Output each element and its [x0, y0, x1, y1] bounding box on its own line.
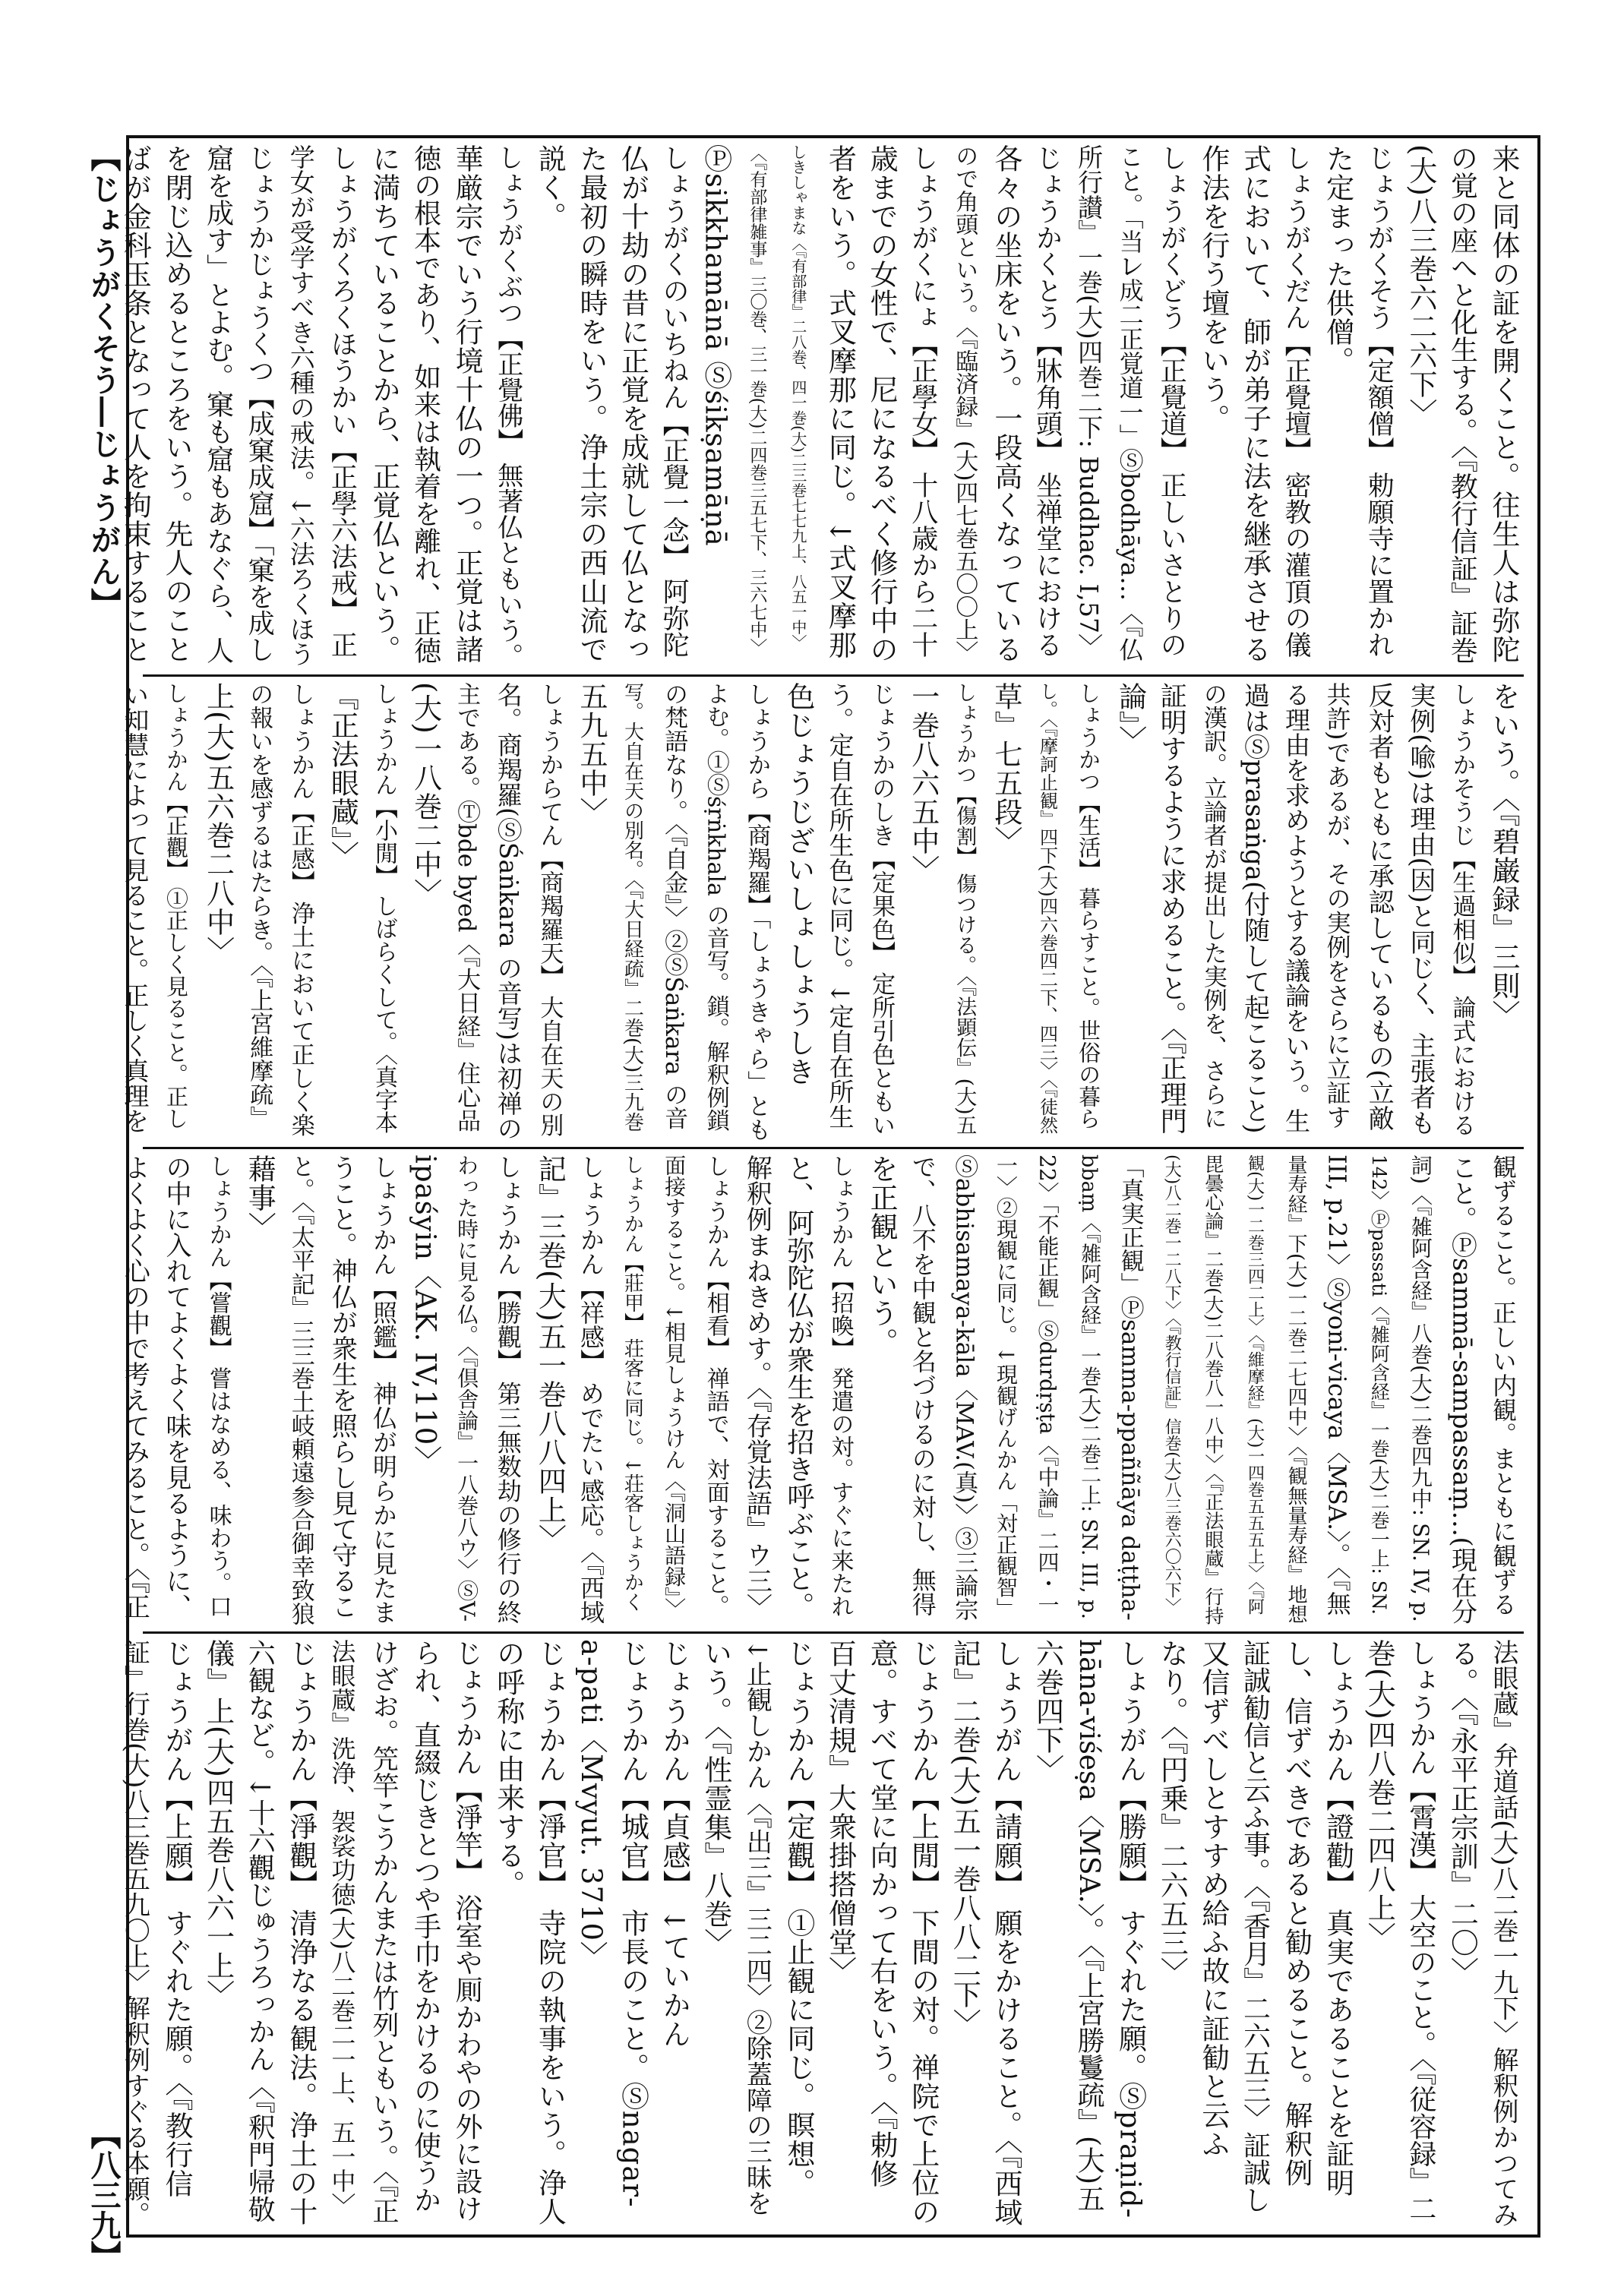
entry-text-column: じょうかじょうくつ【成窠成窟】「窠を成し — [244, 144, 275, 663]
entry-text-column: III, p.21〉Ⓢyoni-vicaya〈MSA.〉。〈『無 — [1322, 1154, 1352, 1616]
entry-text-column: 草』七五段〉 — [989, 682, 1022, 855]
entry-text-column: 証』行巻(大)八三巻五九〇上〉解釈例すぐる本願。 — [119, 1639, 150, 2228]
entry-text-column: と。〈『太平記』三三巻土岐頼遠参合御幸致狼 — [286, 1154, 314, 1625]
tier-divider — [143, 1147, 1524, 1149]
entry-text-column: の中に入れてよくよく味を見るように、 — [161, 1154, 191, 1619]
entry-text-column: 『正法眼蔵』〉 — [326, 682, 359, 870]
tier-divider — [143, 674, 1524, 677]
entry-text-column: 22〉「不能正観」Ⓢdurdṛṣṭa〈『中論』二四・一 — [1035, 1154, 1060, 1615]
entry-text-column: 各々の坐床をいう。一段高くなっている — [989, 144, 1022, 664]
entry-text-column: (大)八三巻六二六下〉 — [1404, 144, 1437, 428]
tier-1 — [118, 144, 1524, 669]
entry-text-column: じょうかん【淨觀】 清浄なる観法。浄土の十 — [284, 1639, 318, 2226]
entry-text-column: 解釈例まねきめす。〈『存覚法語』ウ三〉 — [741, 1154, 773, 1619]
entry-text-column: じょうかん【城官】 市長のこと。Ⓢnagar- — [616, 1639, 649, 2208]
entry-text-column: 来と同体の証を開くこと。往生人は弥陀 — [1487, 144, 1520, 664]
entry-text-column: に満ちていることから、正覚仏という。 — [367, 144, 400, 664]
entry-text-column: しょうがん【勝願】 すぐれた願。Ⓢpraṇid- — [1114, 1639, 1147, 2219]
entry-text-column: しきしゃまな〈『有部律』二八巻、四一巻(大)二三巻七七九上、八五一中〉 — [788, 144, 807, 650]
entry-text-column: の覚の座へと化生する。〈『教行信証』証巻 — [1446, 144, 1478, 664]
entry-text-column: 意。すべて堂に向かって右をいう。〈『勅修 — [865, 1639, 899, 2188]
entry-text-column: 上(大)五六巻二八中〉 — [201, 682, 235, 965]
entry-text-column: しょうかん【小閒】 しばらくして。〈真字本 — [370, 682, 397, 1134]
entry-text-column: 一巻八六五中〉 — [906, 682, 940, 884]
entry-text-column: ので角頭という。〈『臨済録』(大)四七巻五〇〇上〉 — [951, 144, 978, 664]
entry-text-column: 五九五中〉 — [574, 682, 608, 826]
entry-text-column: 量寿経』下(大)一二巻二七四中〉〈『観無量寿経』地想 — [1284, 1154, 1308, 1625]
entry-text-column: じょうがん【上願】 すぐれた願。〈『教行信 — [160, 1639, 193, 2198]
entry-text-column: しょうかん【嘗觀】 嘗はなめる、味わう。口 — [204, 1154, 232, 1618]
entry-text-column: 〈『有部律雑事』三〇巻、三一巻(大)二四巻三五七下、三六七中〉 — [747, 144, 767, 656]
entry-text-column: Ⓟsikkhamānā Ⓢśikṣamāṇā — [699, 144, 732, 547]
entry-text-column: 実例(喩)は理由(因)と同じく、主張者も — [1404, 682, 1436, 1136]
entry-text-column: しょうがくにょ【正學女】 十八歳から二十 — [907, 144, 938, 659]
entry-text-column: ipaśyin〈AK. IV,110〉 — [409, 1154, 442, 1475]
entry-text-column: じょうかん【淨竿】 浴室や厠かわやの外に設け — [451, 1639, 483, 2222]
entry-text-column: 式において、師が弟子に法を継承させる — [1238, 144, 1272, 664]
entry-text-column: し。〈『摩訶止観』四下(大)四六巻四二下、四三〉〈『徒然 — [1036, 682, 1058, 1134]
entry-text-column: うこと。神仏が衆生を照らし見て守るこ — [327, 1154, 358, 1619]
entry-text-column: しょうかそうじ【生過相似】 論式における — [1448, 682, 1476, 1137]
entry-text-column: 色じょうじざいしょしょうしき — [782, 682, 815, 1086]
entry-text-column: 法眼蔵』弁道話(大)八二巻一九下〉解釈例かつてみ — [1488, 1639, 1518, 2228]
entry-text-column: 名。商羯羅(ⓈŚaṅkara の音写)は初禅の — [493, 682, 523, 1141]
entry-text-column: しょうかん【照鑑】 神仏が明らかに見たま — [368, 1154, 398, 1625]
entry-text-column: しょうがん【請願】 願をかけること。〈『西域 — [989, 1639, 1022, 2227]
entry-text-column: しょうかん【證勸】 真実であることを証明 — [1321, 1639, 1354, 2197]
entry-text-column: bbaṃ〈『雑阿含経』一巻(大)二巻二上: SN. III, p. — [1077, 1154, 1101, 1620]
entry-text-column: の報いを感ずるはたらき。〈『上宮維摩疏』 — [245, 682, 273, 1129]
entry-text-column: 巻(大)四八巻二四八上〉 — [1363, 1639, 1396, 1951]
entry-text-column: 「真実正観」Ⓟsamma-ppaññāya daṭṭha- — [1116, 1154, 1144, 1621]
entry-text-column: しょうから【商羯羅】「しょうきゃら」とも — [743, 682, 771, 1142]
entry-text-column: 写。大自在天の別名。〈『大日経疏』二巻(大)三九巻 — [621, 682, 644, 1132]
entry-text-column: 共許)であるが、その実例をさらに立証す — [1322, 682, 1352, 1129]
entry-text-column: 華厳宗でいう行境十仏の一つ。正覚は諸 — [450, 144, 484, 664]
entry-text-column: こと。「当㆑成㆓正覚道㆒」Ⓢbodhāya…〈『仏 — [1115, 144, 1145, 662]
entry-text-column: 六観など。↓十六觀じゅうろっかん〈『釈門帰敬 — [244, 1639, 276, 2223]
entry-text-column: 証明するように求めること。〈『正理門 — [1156, 682, 1187, 1134]
entry-text-column: 主である。Ⓣbde byed〈『大日経』住心品 — [453, 682, 481, 1132]
entry-text-column: た定まった供僧。 — [1321, 144, 1354, 375]
dictionary-page-frame — [118, 135, 1540, 2238]
entry-text-column: じょうかのしき【定果色】 定所引色ともい — [867, 682, 896, 1137]
entry-text-column: 一〉②現観に同じ。↓現観げんかん「対正観智」 — [993, 1154, 1019, 1619]
entry-text-column: じょうかん【淨官】 寺院の執事をいう。浄人 — [533, 1639, 567, 2226]
entry-text-column: (大)一八巻二中〉 — [409, 682, 442, 908]
entry-text-column: の梵語なり。〈『自金』〉②ⓈŚaṅkara の音 — [660, 682, 688, 1130]
entry-text-column: a-pati〈Mvyut. 3710〉 — [574, 1639, 608, 1971]
entry-text-column: しょうがくどう【正覺道】 正しいさとりの — [1156, 144, 1187, 659]
entry-text-column: 142〉Ⓟpassati〈『雑阿含経』一巻(大)二巻一上: SN. — [1368, 1154, 1391, 1615]
running-head: 【じょうがくそう―じょうがん】 — [86, 141, 122, 620]
entry-text-column: しょうかん【莊甲】 荘客に同じ。↓荘客しょうかく — [621, 1154, 644, 1612]
entry-text-column: じょうかん【定觀】 ①止観に同じ。瞑想。 — [782, 1639, 815, 2197]
entry-text-column: い知慧によって見ること。正しく真理を — [120, 682, 150, 1133]
entry-text-column: しょうかん【勝觀】 第三無数劫の修行の終 — [493, 1154, 523, 1625]
entry-text-column: を閉じ込めるところをいう。先人のこと — [160, 144, 193, 664]
tier-divider — [143, 1631, 1524, 1634]
entry-text-column: 面接すること。↓相見しょうけん〈『洞山語録』〉 — [662, 1154, 687, 1619]
entry-text-column: 仏が十劫の昔に正覚を成就して仏となっ — [616, 144, 649, 664]
entry-text-column: しょうがくぶつ【正覺佛】 無著仏ともいう。 — [492, 144, 523, 669]
entry-text-column: いう。〈『性霊集』八巻〉 — [699, 1639, 732, 1957]
entry-text-column: 者をいう。式叉摩那に同じ。↓式叉摩那 — [823, 144, 857, 660]
entry-text-column: 反対者もともに承認しているもの(立敵 — [1363, 682, 1395, 1132]
entry-text-column: こと。Ⓟsammā-sampassaṃ…(現在分 — [1446, 1154, 1477, 1625]
entry-text-column: と、阿弥陀仏が衆生を招き呼ぶこと。 — [782, 1154, 814, 1619]
entry-text-column: 詞)〈『雑阿含経』八巻(大)二巻四九中: SN. IV, p. — [1408, 1154, 1433, 1622]
entry-text-column: で、八不を中観と名づけるのに対し、無得 — [908, 1154, 937, 1616]
entry-text-column: の漢訳。立論者が提出した実例を、さらに — [1199, 682, 1227, 1129]
entry-text-column: う。定自在所生色に同じ。↓定自在所生 — [825, 682, 855, 1129]
entry-text-column: ↓止観しかん〈『出三』三二四〉②除蓋障の三昧を — [741, 1639, 773, 2216]
tier-3 — [119, 1154, 1524, 1625]
entry-text-column: よくよく心の中で考えてみること。〈『正 — [119, 1154, 150, 1619]
entry-text-column: 所行讃』一巻(大)四巻二下: Buddhac. I,57〉 — [1074, 144, 1104, 659]
tier-4 — [119, 1639, 1524, 2231]
entry-text-column: けざお。笐竿こうかんまたは竹列ともいう。〈『正 — [368, 1639, 399, 2224]
entry-text-column: 毘曇心論』二巻(大)二八巻八一八中〉〈『正法眼蔵』行持 — [1202, 1154, 1224, 1625]
entry-text-column: しょうかん【正感】 浄土において正しく楽 — [286, 682, 314, 1137]
entry-text-column: 観(大)一二巻三四二上〉〈『維摩経』(大)一四巻五五五上〉〈『阿 — [1245, 1154, 1265, 1615]
entry-text-column: しょうかん【正觀】 ①正しく見ること。正し — [163, 682, 189, 1130]
entry-text-column: なり。〈『円乗』二六五三〉 — [1155, 1639, 1189, 1986]
entry-text-column: をいう。〈『碧巌録』三則〉 — [1487, 682, 1520, 1029]
entry-text-column: わった時に見る仏。〈『倶舎論』一八巻八ウ〉ⓈV- — [454, 1154, 480, 1622]
entry-text-column: (大)八二巻一二八下〉〈『教行信証』信巻(大)八三巻六〇六下〉 — [1162, 1154, 1182, 1615]
entry-text-column: の呼称に由来する。 — [491, 1639, 525, 1899]
entry-text-column: 歳までの女性で、尼になるべく修行中の — [865, 144, 899, 664]
entry-text-column: じょうがくそう【定額僧】 勅願寺に置かれ — [1363, 144, 1395, 659]
entry-text-column: 六巻四下〉 — [1031, 1639, 1064, 1783]
entry-text-column: じょうかん【貞感】 ↓ていかん — [658, 1639, 691, 2048]
entry-text-column: しょうからてん【商羯羅天】 大自在天の別 — [536, 682, 564, 1137]
entry-text-column: しょうがくのいちねん【正覺一念】 阿弥陀 — [659, 144, 690, 659]
entry-text-column: しょうがくろくほうかい【正學六法戒】 正 — [327, 144, 358, 659]
entry-text-column: 学女が受学すべき六種の戒法。↓六法ろくほう — [286, 144, 316, 667]
entry-text-column: 記』二巻(大)五一巻八八二下〉 — [948, 1639, 981, 2038]
entry-text-column: 作法を行う壇をいう。 — [1196, 144, 1230, 433]
entry-text-column: しょうかん【相看】 禅語で、対面すること。 — [702, 1154, 729, 1618]
entry-text-column: 又信ずべしとすすめ給ふ故に証勧と云ふ — [1196, 1639, 1230, 2159]
entry-text-column: 儀』上(大)四五巻八六一上〉 — [201, 1639, 235, 2009]
entry-text-column: し、信ずべきであると勧めること。解釈例 — [1280, 1639, 1313, 2187]
entry-text-column: 法眼蔵』洗浄、袈裟功徳(大)八二巻二一上、五一中〉 — [327, 1639, 357, 2217]
entry-text-column: じょうかん【上閒】 下間の対。禅院で上位の — [906, 1639, 940, 2226]
entry-text-column: 藉事〉 — [243, 1154, 276, 1241]
entry-text-column: よむ。①Ⓢśṛṅkhala の音写。鎖。解釈例鎖 — [702, 682, 729, 1132]
entry-text-column: しょうかつ【傷割】 傷つける。〈『法顕伝』(大)五 — [953, 682, 977, 1135]
entry-text-column: た最初の瞬時をいう。浄土宗の西山流で — [574, 144, 608, 664]
tier-2 — [120, 682, 1524, 1142]
page-number: 【八三九】 — [86, 2119, 122, 2271]
entry-text-column: 過はⓈprasaṅga(付随して起こること) — [1239, 682, 1270, 1134]
entry-text-column: しょうがくだん【正覺壇】 密教の灌頂の儀 — [1281, 144, 1312, 659]
entry-text-column: しょうかつ【生活】 暮らすこと。世俗の暮ら — [1076, 682, 1102, 1130]
entry-text-column: じょうかくとう【牀角頭】 坐禅堂における — [1032, 144, 1063, 659]
entry-text-column: 徳の根本であり、如来は執着を離れ、正徳 — [409, 144, 441, 664]
entry-text-column: 窟を成す」とよむ。窠も窟もあなぐら、人 — [202, 144, 234, 664]
entry-text-column: を正観という。 — [865, 1154, 899, 1357]
entry-text-column: ばが金科玉条となって人を拘束すること — [118, 144, 152, 664]
entry-text-column: しょうかん【霄漢】 大空のこと。〈『従容録』二 — [1404, 1639, 1436, 2222]
entry-text-column: しょうかん【招喚】 発遣の対。すぐに来たれ — [826, 1154, 854, 1618]
entry-text-column: る理由を求めようとする議論をいう。生 — [1281, 682, 1312, 1133]
entry-text-column: 論』〉 — [1114, 682, 1147, 755]
entry-text-column: る。〈『永平正宗訓』二〇〉 — [1445, 1639, 1479, 1986]
entry-text-column: 記』三巻(大)五一巻八八四上〉 — [533, 1154, 567, 1553]
entry-text-column: Ⓢabhisamaya-kāla〈MAV.(真)〉③三論宗 — [950, 1154, 978, 1622]
entry-text-column: 証誠勧信と云ふ事。〈『香月』二六五三〉証誠し — [1239, 1639, 1271, 2213]
entry-text-column: 百丈清規』大衆掛搭僧堂〉 — [823, 1639, 857, 1985]
entry-text-column: 観ずること。正しい内観。まともに観ずる — [1489, 1154, 1518, 1616]
entry-text-column: しょうかん【祥感】 めでたい感応。〈『西域 — [576, 1154, 605, 1625]
entry-text-column: 説く。 — [533, 144, 567, 231]
entry-text-column: hāna-viśeṣa〈MSA.〉。〈『上宮勝鬘疏』(大)五 — [1073, 1639, 1105, 2212]
entry-text-column: られ、直綴じきとつや手巾をかけるのに使うか — [409, 1639, 441, 2213]
